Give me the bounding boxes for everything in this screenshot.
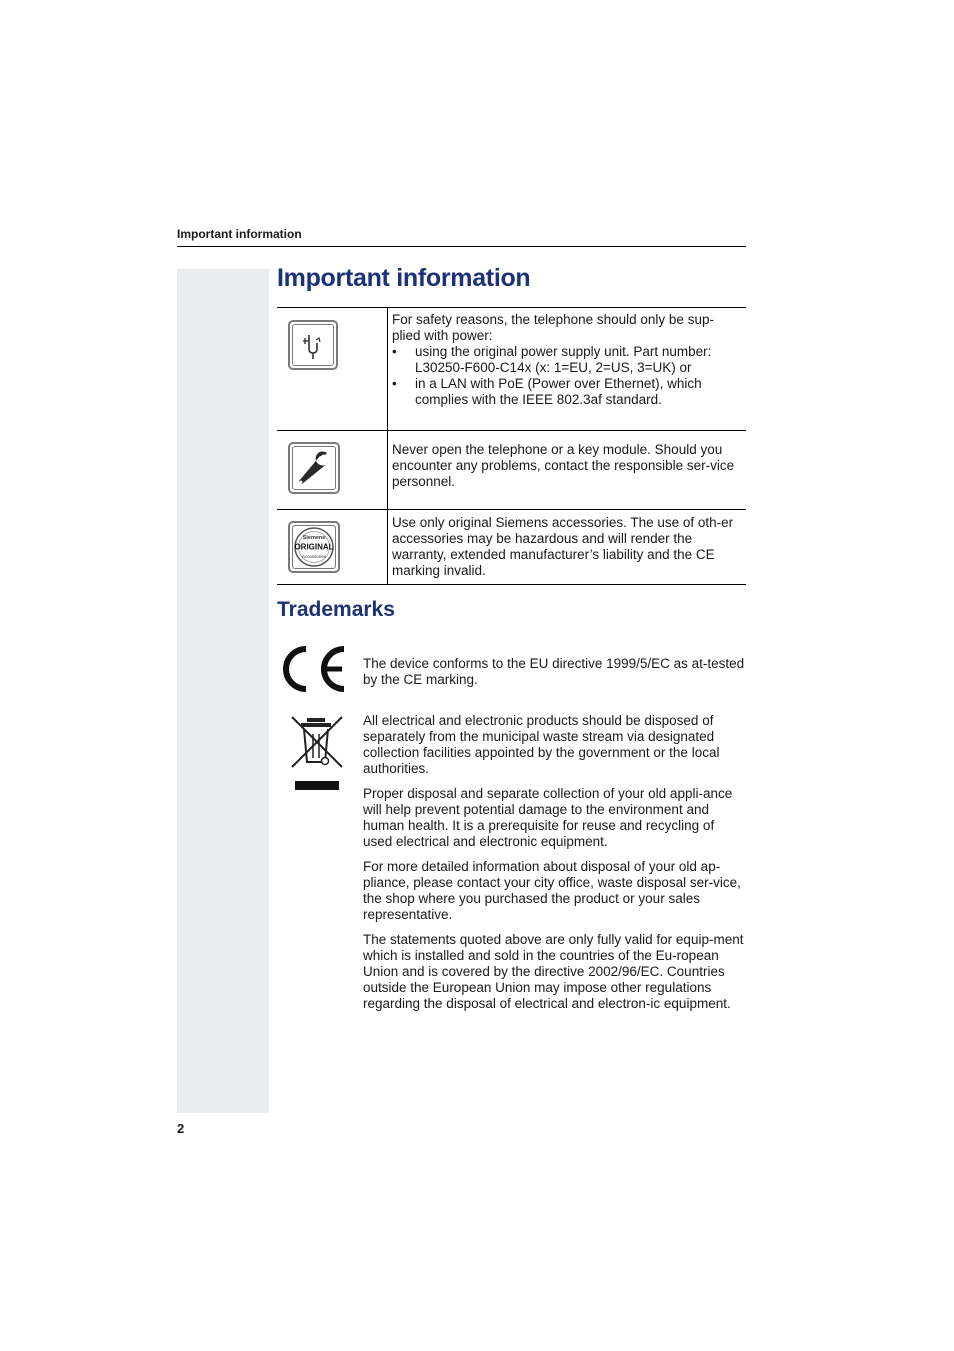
power-bullets <box>392 344 742 408</box>
weee-text <box>363 713 747 1021</box>
weee-paragraph: All electrical and electronic products should be disposed of separately from the municipal waste stream via designated collection facilities appointed by the government or the local authorities. <box>363 713 720 776</box>
weee-paragraph: Proper disposal and separate collection of your old appli-ance will help prevent potential damage to the environment and human health. It is a prerequisite for reuse and recycling of used electrical and electronic equipment. <box>363 786 733 849</box>
safety-table <box>277 307 746 585</box>
safety-row-service <box>277 431 746 510</box>
trademarks-title: Trademarks <box>277 598 395 621</box>
seal-top-text: Siemens <box>302 535 326 541</box>
weee-paragraph: The statements quoted above are only fully valid for equip-ment which is installed and sold in the countries of the Eu-ropean Union and is covered by the directive 2002/96/EC. Countries outside the European Union may impose other regulations regarding the disposal of electrical and electron-ic equipment. <box>363 932 744 1011</box>
ce-marking-icon <box>282 645 346 693</box>
service-text: Never open the telephone or a key module. Should you encounter any problems, contact the responsible ser-vice personnel. <box>388 431 747 510</box>
sidebar-band <box>177 269 269 1113</box>
crossed-out-bin-icon <box>291 716 343 792</box>
power-intro: For safety reasons, the telephone should only be sup-plied with power: <box>392 312 714 343</box>
page-title: Important information <box>277 264 531 292</box>
running-header: Important information <box>177 226 746 247</box>
list-item: • in a LAN with PoE (Power over Ethernet), which complies with the IEEE 802.3af standard. <box>392 376 742 408</box>
seal-middle-text: ORIGINAL <box>294 542 334 552</box>
page-number: 2 <box>177 1121 185 1136</box>
accessories-text: Use only original Siemens accessories. The use of oth-er accessories may be hazardous and will render the warranty, extended manufacturer’s liability and the CE marking invalid. <box>388 510 747 585</box>
seal-bottom-text: Accessories <box>301 554 327 559</box>
wrench-icon <box>288 442 340 494</box>
safety-row-accessories <box>277 510 746 585</box>
ce-text: The device conforms to the EU directive 1999/5/EC as at-tested by the CE marking. <box>363 656 745 687</box>
weee-paragraph: For more detailed information about disposal of your old ap-pliance, please contact your city office, waste disposal ser-vice, the shop where you purchased the product or your sales representative. <box>363 859 741 922</box>
safety-row-power <box>277 308 746 431</box>
original-accessories-seal-icon <box>288 521 340 573</box>
list-item: • using the original power supply unit. Part number: L30250-F600-C14x (x: 1=EU, 2=US, 3=UK) or <box>392 344 742 376</box>
power-plug-icon <box>288 320 338 370</box>
